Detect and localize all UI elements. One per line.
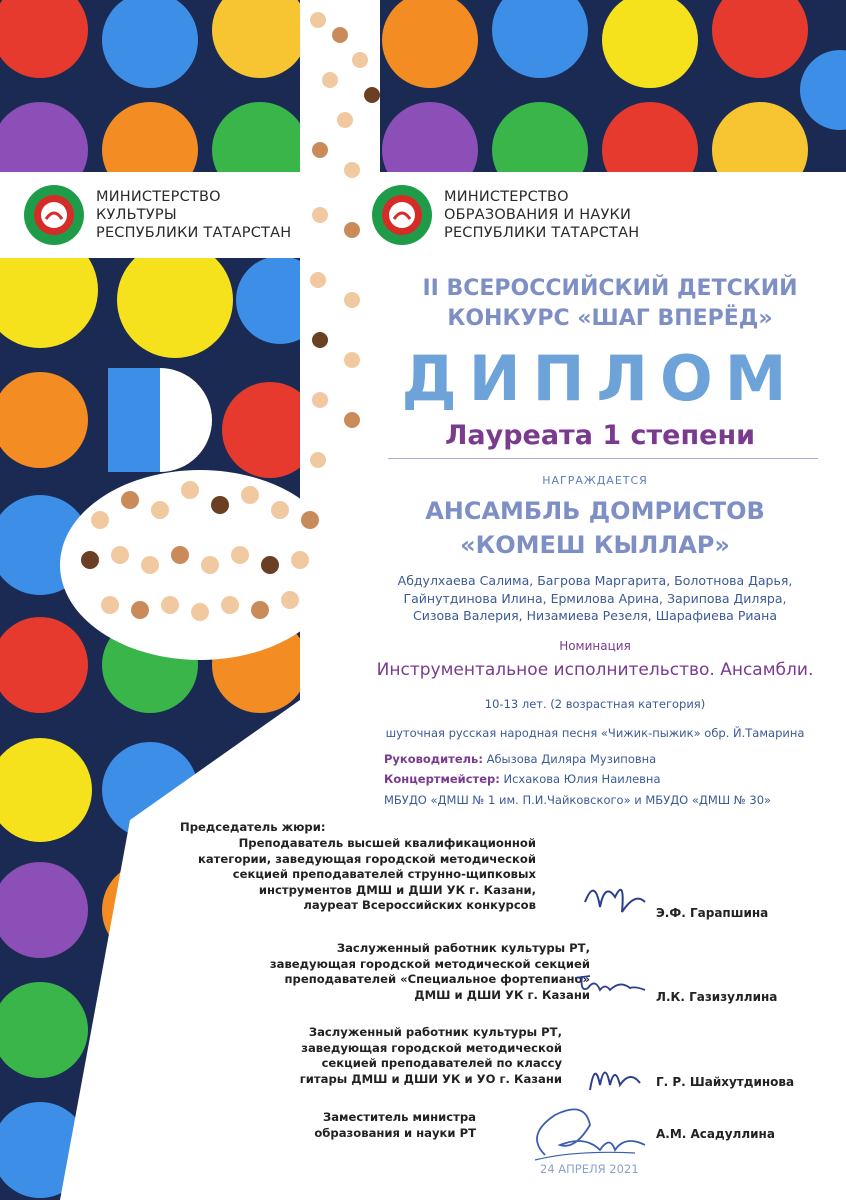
ministry-education-block xyxy=(370,178,639,252)
ministry-culture-name: МИНИСТЕРСТВО КУЛЬТУРЫ РЕСПУБЛИКИ ТАТАРСТАН xyxy=(96,189,292,241)
accompanist-name: Исхакова Юлия Наилевна xyxy=(503,772,661,786)
jury-member-4-title: Заместитель министра образования и науки РТ xyxy=(314,1110,476,1140)
jury-member-1-title: Преподаватель высшей квалификационной категории, заведующая городской методической секцией преподавателей струнно-щипковых инструментов ДМШ и ДШИ УК г. Казани, лауреат Всероссийских конкурсов xyxy=(197,836,536,912)
divider xyxy=(388,458,818,459)
awarded-label: НАГРАЖДАЕТСЯ xyxy=(542,474,648,487)
nomination-value: Инструментальное исполнительство. Ансамбли. xyxy=(376,660,814,680)
degree-label: Лауреата 1 степени xyxy=(444,420,756,451)
song-title: шуточная русская народная песня «Чижик-пыжик» обр. Й.Тамарина xyxy=(385,726,805,740)
jury-member-1-name: Э.Ф. Гарапшина xyxy=(656,906,769,920)
members-line: Сизова Валерия, Низамиева Резеля, Шарафиева Риана xyxy=(413,608,777,623)
contest-title-line1: II ВСЕРОССИЙСКИЙ ДЕТСКИЙ xyxy=(422,276,798,301)
ensemble-name-line2: «КОМЕШ КЫЛЛАР» xyxy=(460,531,730,559)
diploma-title: ДИПЛОМ xyxy=(401,342,799,415)
ministry-culture-block xyxy=(22,178,291,252)
school-name: МБУДО «ДМШ № 1 им. П.И.Чайковского» и МБУДО «ДМШ № 30» xyxy=(384,793,772,807)
tatarstan-emblem-icon xyxy=(370,183,434,247)
jury-member-4-name: А.М. Асадуллина xyxy=(656,1127,775,1141)
ensemble-name xyxy=(360,494,830,562)
leader-line xyxy=(384,752,656,766)
ministry-education-name: МИНИСТЕРСТВО ОБРАЗОВАНИЯ И НАУКИ РЕСПУБЛИКИ ТАТАРСТАН xyxy=(444,189,640,241)
age-category: 10-13 лет. (2 возрастная категория) xyxy=(484,697,706,711)
signature-gazizullina xyxy=(570,968,650,1003)
accompanist-line xyxy=(384,772,661,786)
jury-member-2-title: Заслуженный работник культуры РТ, заведующая городской методической секцией преподавателей «Специальное фортепиано» ДМШ и ДШИ УК г. Казани xyxy=(269,941,590,1002)
ensemble-name-line1: АНСАМБЛЬ ДОМРИСТОВ xyxy=(425,497,765,525)
issue-date: 24 АПРЕЛЯ 2021 xyxy=(540,1162,639,1176)
contest-title-line2: КОНКУРС «ШАГ ВПЕРЁД» xyxy=(447,306,773,331)
members-line: Абдулхаева Салима, Багрова Маргарита, Болотнова Дарья, xyxy=(397,573,793,588)
tatarstan-emblem-icon xyxy=(22,183,86,247)
members-line: Гайнутдинова Илина, Ермилова Арина, Зарипова Диляра, xyxy=(403,590,787,606)
jury-member-3-name: Г. Р. Шайхутдинова xyxy=(656,1075,795,1089)
jury-heading: Председатель жюри: xyxy=(180,820,326,834)
signature-shaikhutdinova xyxy=(585,1055,645,1095)
jury-member-2-name: Л.К. Газизуллина xyxy=(656,990,778,1004)
leader-label: Руководитель: xyxy=(384,752,483,766)
accompanist-label: Концертмейстер: xyxy=(384,772,500,786)
nomination-label: Номинация xyxy=(559,639,631,653)
members-list xyxy=(360,572,830,625)
jury-member-3-title: Заслуженный работник культуры РТ, заведующая городской методической секцией преподавателей по классу гитары ДМШ и ДШИ УК и УО г. Казани xyxy=(299,1025,562,1086)
signature-garapshina xyxy=(580,872,650,922)
leader-name: Абызова Диляра Музиповна xyxy=(486,752,657,766)
